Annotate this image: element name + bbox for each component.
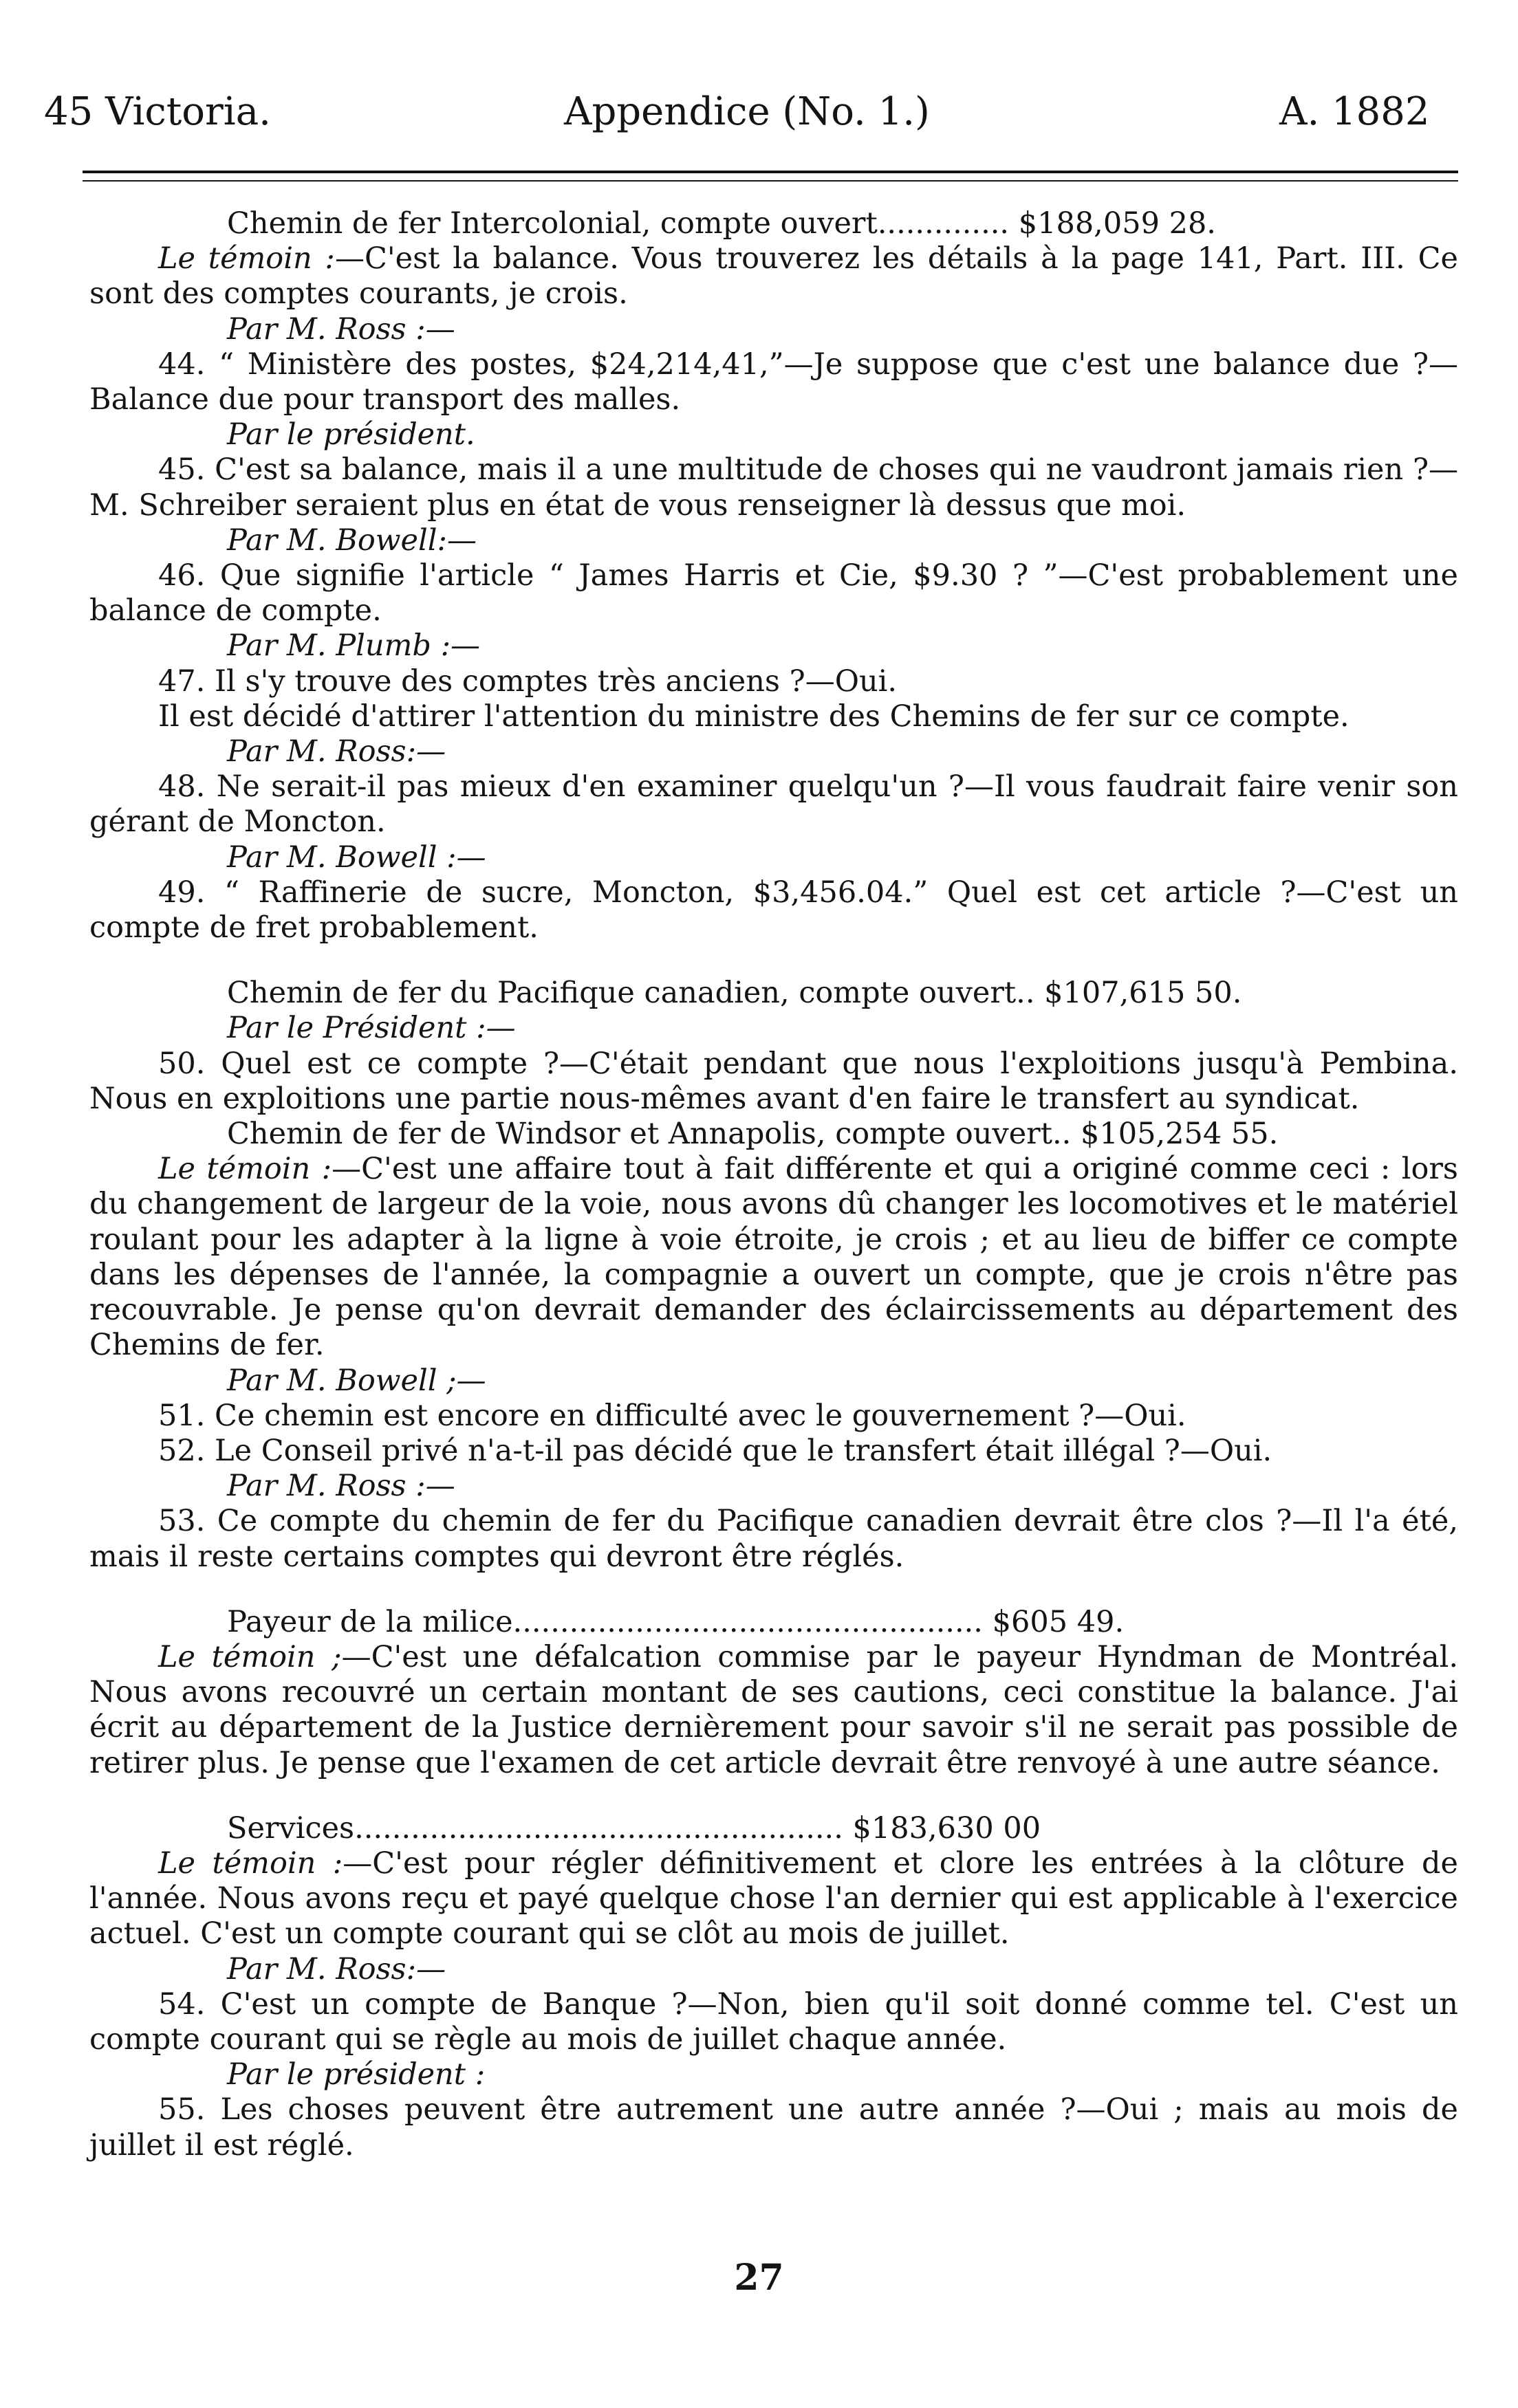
speaker-name: Par M. Bowell ;— [227, 1363, 486, 1398]
page-number: 27 [734, 2257, 784, 2299]
speaker-line [89, 1364, 1458, 1399]
paragraph-text: —C'est la balance. Vous trouverez les détails à la page 141, Part. III. Ce sont des comptes courants, je crois. [89, 241, 1458, 311]
speaker-line [89, 312, 1458, 347]
account-heading: Services.................................................... $183,630 00 [227, 1810, 1041, 1846]
testimony-paragraph: 54. C'est un compte de Banque ?—Non, bien qu'il soit donné comme tel. C'est un compte courant qui se règle au mois de juillet chaque année. [89, 1986, 1458, 2057]
testimony-paragraph: 49. “ Raffinerie de sucre, Moncton, $3,456.04.” Quel est cet article ?—C'est un compte de fret probablement. [89, 875, 1458, 945]
witness-label: Le témoin : [158, 241, 335, 276]
running-head-right: A. 1882 [1279, 89, 1430, 134]
testimony-paragraph: 48. Ne serait-il pas mieux d'en examiner quelqu'un ?—Il vous faudrait faire venir son gérant de Moncton. [89, 769, 1458, 840]
testimony-paragraph: 46. Que signifie l'article “ James Harris et Cie, $9.30 ? ”—C'est probablement une balance de compte. [89, 558, 1458, 628]
witness-label: Le témoin : [158, 1846, 343, 1881]
testimony-paragraph [89, 1152, 1458, 1363]
header-rule-thin [83, 180, 1458, 182]
testimony-paragraph [89, 1846, 1458, 1952]
testimony-paragraph: 45. C'est sa balance, mais il a une multitude de choses qui ne vaudront jamais rien ?—M. Schreiber seraient plus en état de vous renseigner là dessus que moi. [89, 452, 1458, 523]
testimony-body [89, 206, 1458, 2163]
speaker-line [89, 417, 1458, 452]
testimony-paragraph: 51. Ce chemin est encore en difficulté avec le gouvernement ?—Oui. [158, 1398, 1186, 1433]
testimony-paragraph: 55. Les choses peuvent être autrement une autre année ?—Oui ; mais au mois de juillet il est réglé. [89, 2092, 1458, 2163]
speaker-name: Par M. Plumb :— [227, 628, 481, 664]
speaker-name: Par le président : [227, 2057, 486, 2092]
account-heading: Chemin de fer de Windsor et Annapolis, compte ouvert.. $105,254 55. [227, 1117, 1279, 1152]
testimony-paragraph: 52. Le Conseil privé n'a-t-il pas décidé que le transfert était illégal ?—Oui. [158, 1433, 1272, 1468]
paragraph-text: —C'est pour régler définitivement et clore les entrées à la clôture de l'année. Nous avons reçu et payé quelque chose l'an dernier qui est applicable à l'exercice actuel. C'est un compte courant qui se clôt au mois de juillet. [89, 1846, 1458, 1951]
speaker-line [89, 523, 1458, 558]
running-head-left: 45 Victoria. [44, 89, 271, 134]
account-heading: Payeur de la milice.................................................. $605 49. [227, 1604, 1125, 1639]
speaker-name: Par M. Ross:— [227, 1951, 446, 1986]
account-heading: Chemin de fer Intercolonial, compte ouvert.............. $188,059 28. [227, 206, 1216, 241]
speaker-name: Par le Président :— [227, 1011, 516, 1046]
paragraph-text: —C'est une défalcation commise par le payeur Hyndman de Montréal. Nous avons recouvré un certain montant de ses cautions, ceci constitue la balance. J'ai écrit au département de la Justice dernièrement pour savoir s'il ne serait pas possible de retirer plus. Je pense que l'examen de cet article devrait être renvoyé à une autre séance. [89, 1639, 1459, 1780]
speaker-name: Par M. Ross :— [227, 311, 455, 347]
witness-label: Le témoin ; [158, 1639, 342, 1674]
speaker-line [89, 734, 1458, 769]
speaker-name: Par M. Bowell:— [227, 523, 477, 558]
testimony-paragraph: Il est décidé d'attirer l'attention du ministre des Chemins de fer sur ce compte. [158, 699, 1349, 734]
testimony-paragraph [89, 1640, 1458, 1781]
speaker-name: Par M. Ross:— [227, 734, 446, 769]
testimony-paragraph: 44. “ Ministère des postes, $24,214,41,”—Je suppose que c'est une balance due ?—Balance due pour transport des malles. [89, 347, 1458, 417]
testimony-paragraph: 53. Ce compte du chemin de fer du Pacifique canadien devrait être clos ?—Il l'a été, mais il reste certains comptes qui devront être réglés. [89, 1504, 1458, 1574]
speaker-line [89, 2057, 1458, 2092]
speaker-line [89, 628, 1458, 664]
paragraph-text: —C'est une affaire tout à fait différente et qui a originé comme ceci : lors du changement de largeur de la voie, nous avons dû changer les locomotives et le matériel roulant pour les adapter à la ligne à voie étroite, je crois ; et au lieu de biffer ce compte dans les dépenses de l'année, la compagnie a ouvert un compte, que je crois n'être pas recouvrable. Je pense qu'on devrait demander des éclaircissements au département des Chemins de fer. [89, 1152, 1458, 1363]
running-head-center: Appendice (No. 1.) [564, 89, 930, 134]
speaker-name: Par M. Ross :— [227, 1469, 455, 1504]
witness-label: Le témoin : [158, 1152, 332, 1187]
speaker-line [89, 840, 1458, 875]
testimony-paragraph: 50. Quel est ce compte ?—C'était pendant que nous l'exploitions jusqu'à Pembina. Nous en exploitions une partie nous-mêmes avant d'en faire le transfert au syndicat. [89, 1046, 1458, 1116]
speaker-name: Par le président. [227, 417, 475, 452]
speaker-line [89, 1952, 1458, 1987]
testimony-paragraph: 47. Il s'y trouve des comptes très anciens ?—Oui. [158, 664, 898, 699]
speaker-line [89, 1469, 1458, 1504]
account-heading: Chemin de fer du Pacifique canadien, compte ouvert.. $107,615 50. [227, 976, 1242, 1011]
speaker-name: Par M. Bowell :— [227, 840, 486, 875]
speaker-line [89, 1011, 1458, 1046]
testimony-paragraph [89, 241, 1458, 311]
header-rule-thick [83, 171, 1458, 173]
